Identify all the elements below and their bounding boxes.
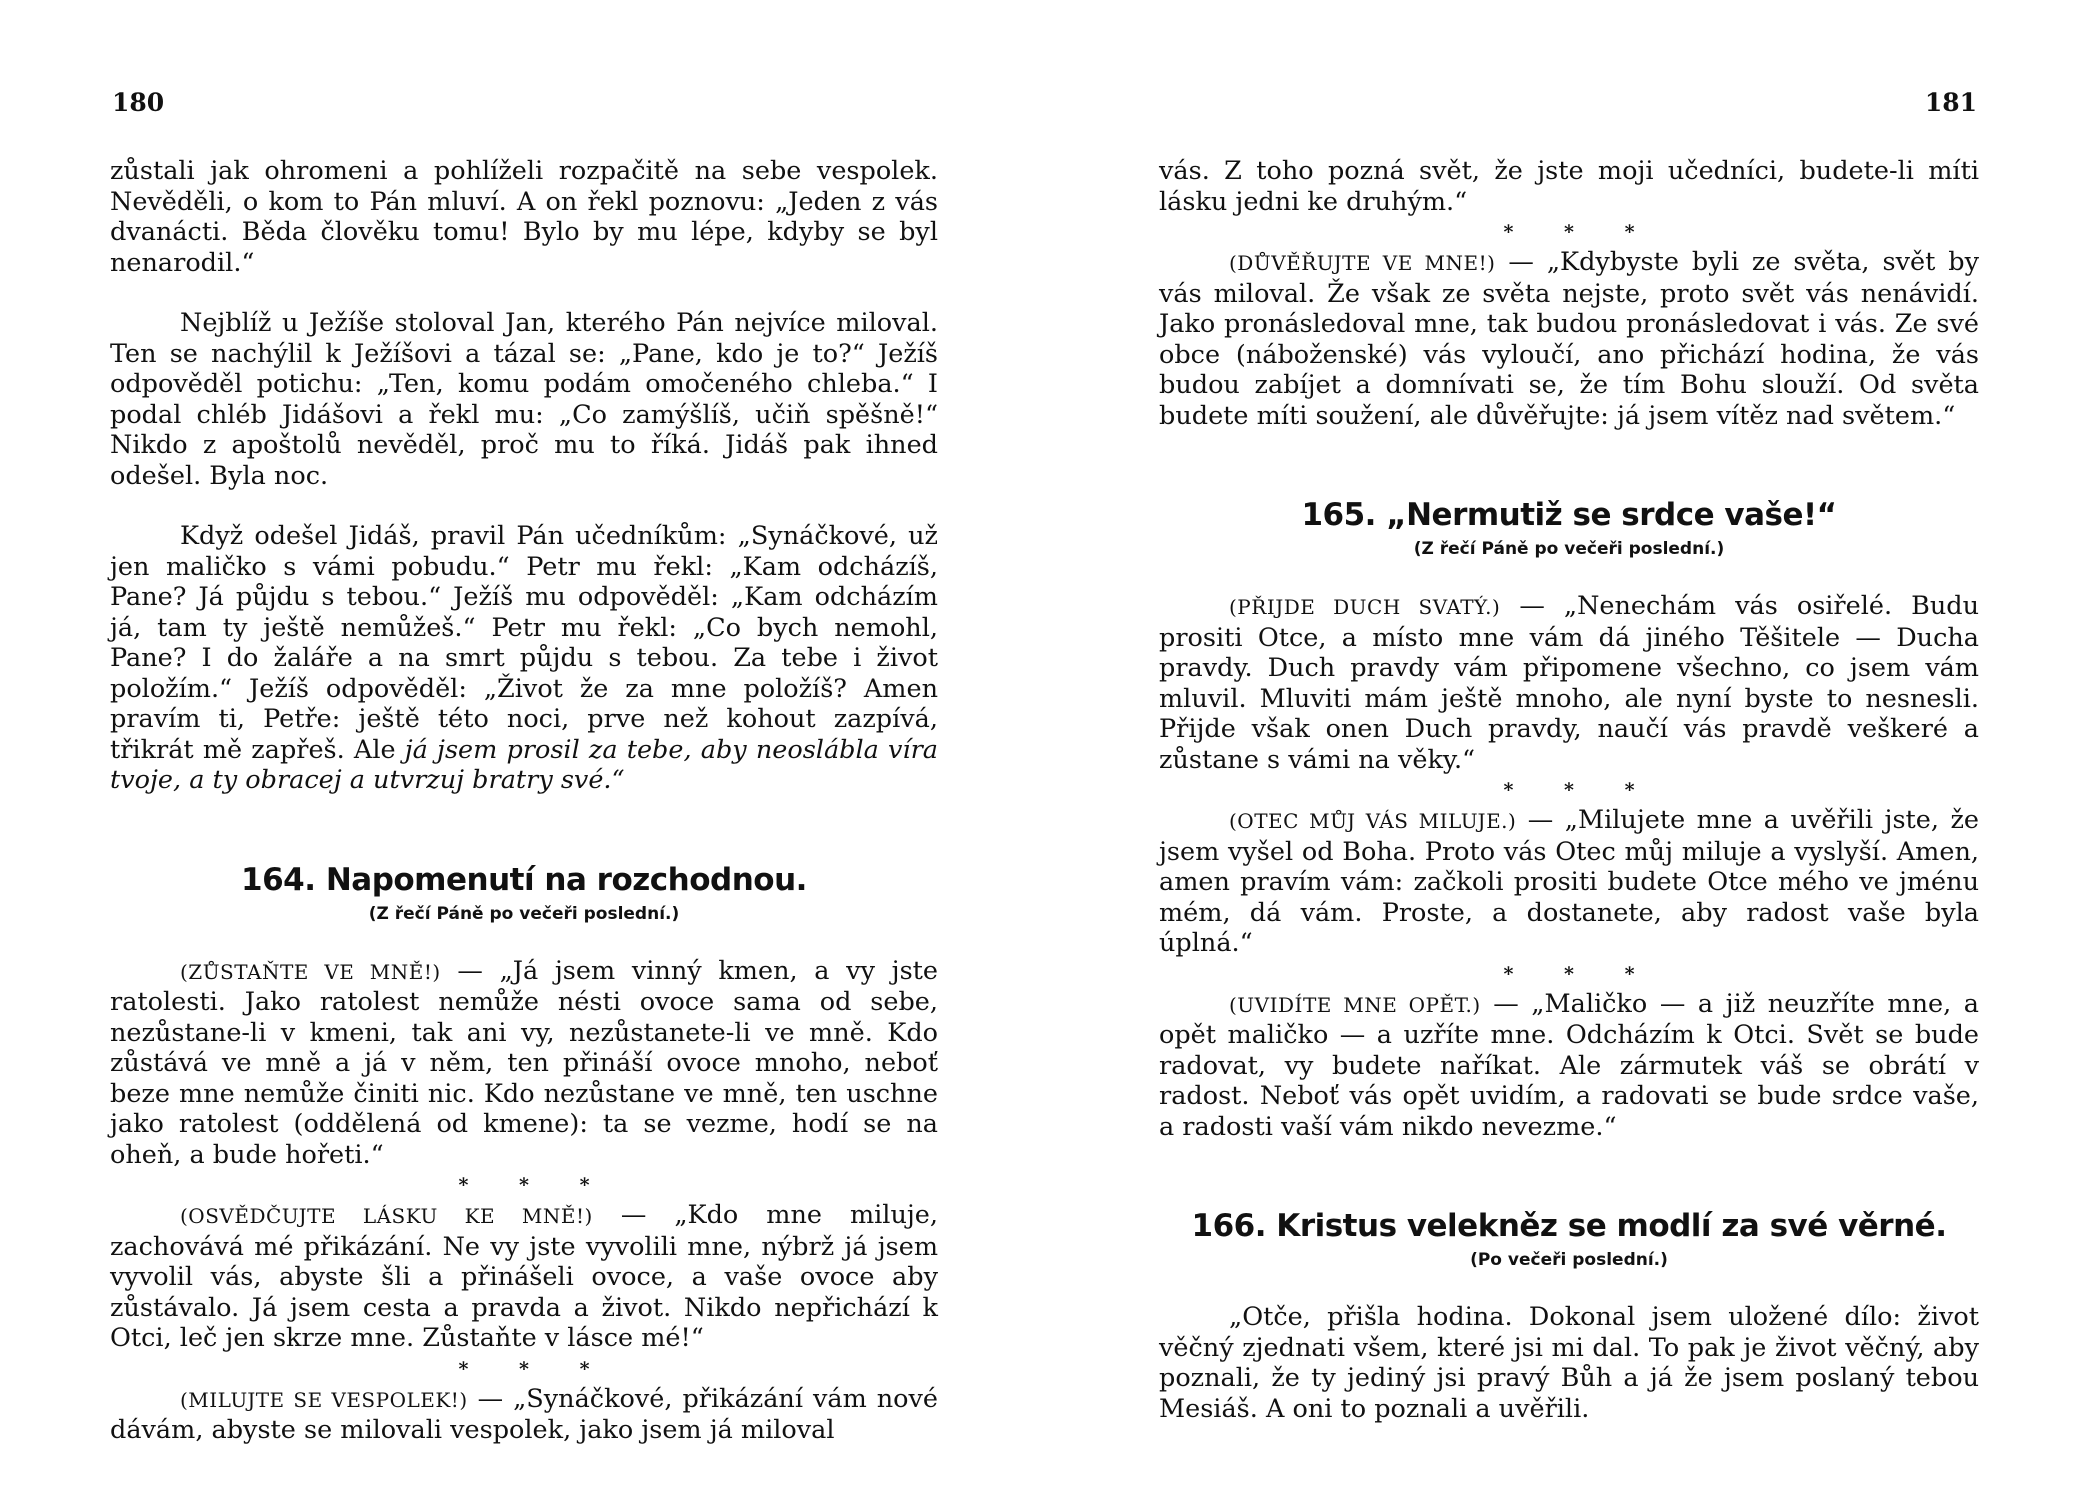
section-divider: * * *	[1503, 779, 1657, 801]
paragraph	[110, 956, 938, 1171]
paragraph-text: — „Já jsem vinný kmen, a vy jste ratolesti. Jako ratolest nemůže nésti ovoce sama od sebe, nezůstane-li v kmeni, tak ani vy, nezůstanete-li ve mně. Kdo zůstává ve mně a já v něm, ten přináší ovoce mnoho, neboť beze mne nemůže činiti nic. Kdo nezůstane ve mně, ten uschne jako ratolest (oddělená od kmene): ta se vezme, hodí se na oheň, a bude hořeti.“	[110, 955, 938, 1170]
page-number: 181	[1924, 88, 1977, 117]
paragraph-text: — „Milujete mne a uvěřili jste, že jsem vyšel od Boha. Proto vás Otec můj miluje a vyslyší. Amen, amen pravím vám: začkoli prositi budete Otce mého ve jménu mém, dá vám. Proste, a dostanete, aby radost vaše byla úplná.“	[1159, 805, 1979, 958]
section-heading: 165. „Nermutiž se srdce vaše!“	[1301, 497, 1837, 533]
section-divider: * * *	[1503, 221, 1657, 243]
right-page	[1041, 0, 2082, 1500]
paragraph-text: — „Maličko — a již neuzříte mne, a opět maličko — a uzříte mne. Odcházím k Otci. Svět se bude radovat, vy budete naříkat. Ale zármutek váš se obrátí v radost. Neboť vás opět uvidím, a radovati se bude srdce vaše, a radosti vaší vám nikdo nevezme.“	[1159, 988, 1979, 1142]
paragraph: „Otče, přišla hodina. Dokonal jsem uložené dílo: život věčný zjednati všem, které jsi mi dal. To pak je život věčný, aby poznali, že ty jediný jsi pravý Bůh a já že jsem poslaný tebou Mesiáš. A oni to poznali a uvěřili.	[1159, 1302, 1979, 1424]
paragraph	[110, 521, 938, 796]
caps-label: (DŮVĚŘUJTE VE MNE!)	[1229, 251, 1496, 275]
paragraph-text: — „Kdo mne miluje, zachovává mé přikázání. Ne vy jste vyvolili mne, nýbrž já jsem vyvolil vás, abyste šli a přinášeli ovoce, a vaše ovoce aby zůstávalo. Já jsem cesta a pravda a život. Nikdo nepřichází k Otci, leč jen skrze mne. Zůstaňte v lásce mé!“	[110, 1200, 938, 1353]
caps-label: (OSVĚDČUJTE LÁSKU KE MNĚ!)	[180, 1204, 593, 1228]
paragraph-text: — „Nenechám vás osiřelé. Budu prositi Otce, a místo mne vám dá jiného Těšitele — Ducha pravdy. Duch pravdy vám připomene všechno, co jsem vám mluvil. Mluviti mám ještě mnoho, ale nyní byste to nesnesli. Přijde však onen Duch pravdy, naučí vás pravdě veškeré a zůstane s vámi na věky.“	[1159, 591, 1980, 775]
section-heading: 166. Kristus velekněz se modlí za své věrné.	[1191, 1208, 1947, 1244]
paragraph	[1159, 989, 1979, 1143]
section-subheading: (Z řečí Páně po večeři poslední.)	[368, 903, 680, 924]
caps-label: (MILUJTE SE VESPOLEK!)	[180, 1387, 468, 1412]
paragraph	[1159, 247, 1979, 431]
paragraph	[110, 1200, 938, 1354]
paragraph-text: Když odešel Jidáš, pravil Pán učedníkům: „Synáčkové, už jen maličko s vámi pobudu.“ Petr mu řekl: „Kam odcházíš, Pane? Já půjdu s tebou.“ Ježíš mu odpověděl: „Kam odcházím já, tam ty ještě nemůžeš.“ Petr mu řekl: „Co bych nemohl, Pane? I do žaláře a na smrt půjdu s tebou. Za tebe i život položím.“ Ježíš odpověděl: „Život že za mne položíš? Amen pravím ti, Petře: ještě této noci, prve než kohout zazpívá, třikrát mě zapřeš. Ale	[110, 521, 938, 765]
caps-label: (UVIDÍTE MNE OPĚT.)	[1229, 992, 1481, 1017]
paragraph: zůstali jak ohromeni a pohlíželi rozpačitě na sebe vespolek. Nevěděli, o kom to Pán mluví. A on řekl poznovu: „Jeden z vás dvanácti. Běda člověku tomu! Bylo by mu lépe, kdyby se byl nenarodil.“	[110, 156, 938, 278]
text-column	[110, 156, 938, 1446]
section-subheading: (Po večeři poslední.)	[1470, 1250, 1668, 1270]
section-divider: * * *	[1503, 962, 1657, 985]
caps-label: (PŘIJDE DUCH SVATÝ.)	[1229, 595, 1501, 619]
section-heading: 164. Napomenutí na rozchodnou.	[241, 861, 807, 898]
section-subheading: (Z řečí Páně po večeři poslední.)	[1413, 539, 1725, 559]
italic-text: já jsem prosil za tebe, aby neoslábla víra tvoje, a ty obracej a utvrzuj bratry své.“	[110, 734, 938, 795]
page-number: 180	[112, 88, 165, 117]
paragraph-text: — „Kdybyste byli ze světa, svět by vás miloval. Že však ze světa nejste, proto svět vás nenávidí. Jako pronásledoval mne, tak budou pronásledovat i vás. Ze své obce (náboženské) vás vyloučí, ano přichází hodina, že vás budou zabíjet a domnívati se, že tím Bohu slouží. Od světa budete míti soužení, ale důvěřujte: já jsem vítěz nad světem.“	[1159, 247, 1979, 431]
paragraph: Nejblíž u Ježíše stoloval Jan, kterého Pán nejvíce miloval. Ten se nachýlil k Ježíšovi a tázal se: „Pane, kdo je to?“ Ježíš odpověděl potichu: „Ten, komu podám omočeného chleba.“ I podal chléb Jidášovi a řekl mu: „Co zamýšlíš, učiň spěšně!“ Nikdo z apoštolů nevěděl, proč mu to říká. Jidáš pak ihned odešel. Byla noc.	[110, 308, 938, 491]
paragraph	[1159, 591, 1979, 775]
text-column	[1159, 156, 1979, 1424]
paragraph: vás. Z toho pozná svět, že jste moji učedníci, budete-li míti lásku jedni ke druhým.“	[1159, 156, 1979, 217]
paragraph-text: — „Synáčkové, přikázání vám nové dávám, abyste se milovali vespolek, jako jsem já miloval	[110, 1383, 939, 1445]
caps-label: (ZŮSTAŇTE VE MNĚ!)	[180, 959, 441, 984]
paragraph	[1159, 805, 1979, 959]
paragraph	[110, 1384, 938, 1446]
section-divider: * * *	[458, 1174, 612, 1196]
caps-label: (OTEC MŮJ VÁS MILUJE.)	[1229, 809, 1517, 833]
section-divider: * * *	[458, 1357, 612, 1380]
